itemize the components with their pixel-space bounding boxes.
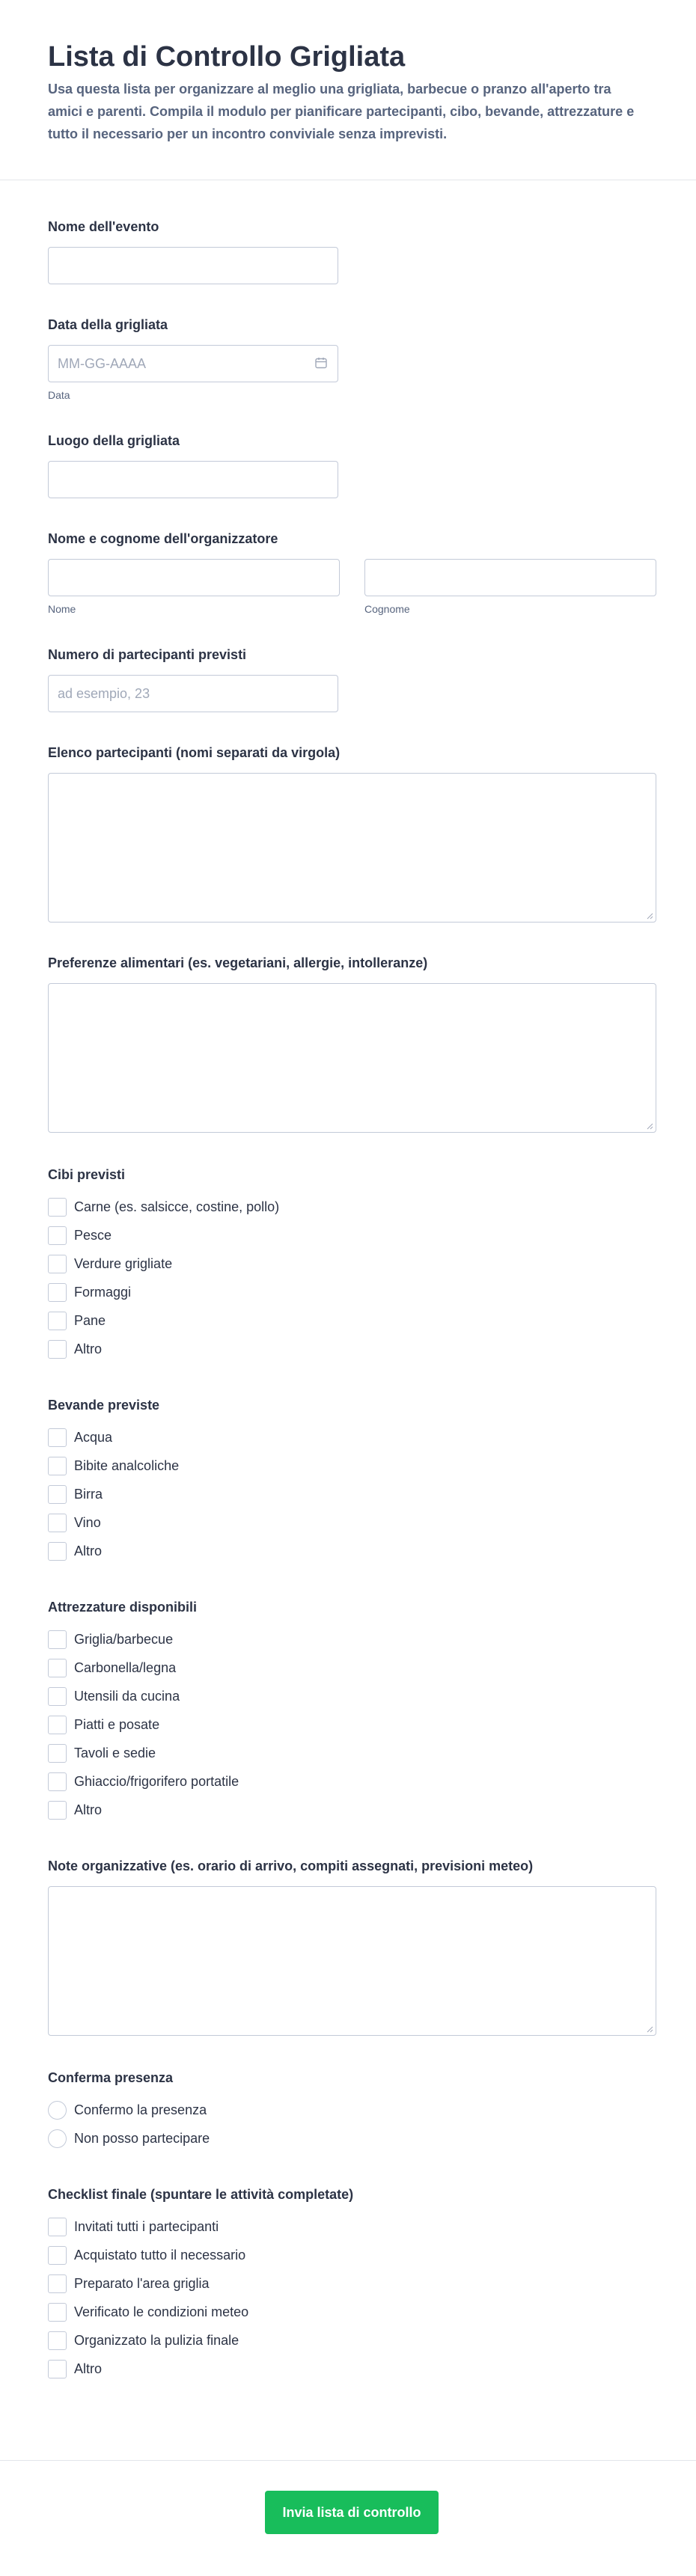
option-label: Carne (es. salsicce, costine, pollo) bbox=[74, 1199, 280, 1214]
final-checklist-options bbox=[48, 2212, 648, 2383]
first-name-sublabel: Nome bbox=[48, 603, 76, 615]
checkbox-option[interactable] bbox=[48, 1221, 648, 1249]
checkbox[interactable] bbox=[48, 1457, 67, 1475]
option-label: Vino bbox=[74, 1514, 101, 1530]
first-name-input[interactable] bbox=[48, 559, 340, 596]
option-label: Pesce bbox=[74, 1227, 112, 1243]
radio-button[interactable] bbox=[48, 2129, 67, 2148]
date-sublabel: Data bbox=[48, 389, 70, 401]
question-notes bbox=[48, 1857, 648, 2036]
checkbox[interactable] bbox=[48, 2360, 67, 2378]
question-final-checklist bbox=[48, 2185, 648, 2383]
checkbox-option[interactable] bbox=[48, 1796, 648, 1824]
checkbox-option[interactable] bbox=[48, 1480, 648, 1508]
form-header bbox=[0, 0, 696, 180]
option-label: Ghiaccio/frigorifero portatile bbox=[74, 1773, 239, 1789]
checkbox-option[interactable] bbox=[48, 1451, 648, 1480]
attendance-options bbox=[48, 2096, 648, 2153]
checkbox-option[interactable] bbox=[48, 1767, 648, 1796]
option-label: Tavoli e sedie bbox=[74, 1745, 156, 1760]
checkbox[interactable] bbox=[48, 2246, 67, 2265]
option-label: Altro bbox=[74, 1341, 103, 1356]
checkbox-option[interactable] bbox=[48, 1423, 648, 1451]
dietary-label: Preferenze alimentari (es. vegetariani, allergie, intolleranze) bbox=[48, 955, 428, 970]
event-name-label: Nome dell'evento bbox=[48, 219, 159, 234]
location-input[interactable] bbox=[48, 461, 338, 498]
checkbox[interactable] bbox=[48, 1514, 67, 1532]
checkbox-option[interactable] bbox=[48, 1278, 648, 1306]
checkbox[interactable] bbox=[48, 1716, 67, 1734]
checkbox[interactable] bbox=[48, 1772, 67, 1791]
question-participants-count bbox=[48, 646, 648, 712]
option-label: Utensili da cucina bbox=[74, 1688, 180, 1704]
checkbox[interactable] bbox=[48, 2303, 67, 2322]
checkbox-option[interactable] bbox=[48, 1710, 648, 1739]
option-label: Verificato le condizioni meteo bbox=[74, 2304, 249, 2319]
page-subtitle: Usa questa lista per organizzare al meglio una grigliata, barbecue o pranzo all'aperto tra amici e parenti. Compila il modulo per pianificare partecipanti, cibo, bevande, attrezzature e tutto il necessario per un incontro conviviale senza imprevisti. bbox=[48, 82, 635, 141]
checkbox[interactable] bbox=[48, 1255, 67, 1273]
checkbox[interactable] bbox=[48, 1659, 67, 1677]
checkbox[interactable] bbox=[48, 2274, 67, 2293]
checkbox[interactable] bbox=[48, 1801, 67, 1820]
last-name-group bbox=[364, 559, 656, 615]
checkbox[interactable] bbox=[48, 1312, 67, 1330]
question-food bbox=[48, 1166, 648, 1363]
checkbox[interactable] bbox=[48, 1428, 67, 1447]
page-title: Lista di Controllo Grigliata bbox=[48, 41, 406, 73]
question-date bbox=[48, 316, 648, 401]
participants-list-label: Elenco partecipanti (nomi separati da virgola) bbox=[48, 745, 341, 760]
option-label: Altro bbox=[74, 1802, 103, 1817]
notes-textarea[interactable] bbox=[48, 1886, 656, 2036]
participants-list-textarea[interactable] bbox=[48, 773, 656, 923]
last-name-sublabel: Cognome bbox=[364, 603, 410, 615]
organizer-label: Nome e cognome dell'organizzatore bbox=[48, 531, 278, 546]
checkbox-option[interactable] bbox=[48, 1193, 648, 1221]
attendance-label: Conferma presenza bbox=[48, 2070, 174, 2085]
participants-count-input[interactable] bbox=[48, 675, 338, 712]
radio-button[interactable] bbox=[48, 2101, 67, 2120]
checkbox[interactable] bbox=[48, 1198, 67, 1217]
option-label: Verdure grigliate bbox=[74, 1255, 173, 1271]
option-label: Organizzato la pulizia finale bbox=[74, 2332, 239, 2348]
radio-option[interactable] bbox=[48, 2124, 648, 2153]
question-drinks bbox=[48, 1396, 648, 1565]
equipment-options bbox=[48, 1625, 648, 1824]
option-label: Bibite analcoliche bbox=[74, 1457, 180, 1473]
checkbox-option[interactable] bbox=[48, 1508, 648, 1537]
option-label: Altro bbox=[74, 1543, 103, 1558]
option-label: Birra bbox=[74, 1486, 103, 1502]
calendar-icon[interactable] bbox=[314, 356, 328, 370]
checkbox[interactable] bbox=[48, 1744, 67, 1763]
location-label: Luogo della grigliata bbox=[48, 433, 180, 448]
first-name-group bbox=[48, 559, 340, 615]
dietary-textarea[interactable] bbox=[48, 983, 656, 1133]
organizer-fields bbox=[48, 559, 648, 615]
option-label: Formaggi bbox=[74, 1284, 132, 1300]
food-options bbox=[48, 1193, 648, 1363]
checkbox-option[interactable] bbox=[48, 1682, 648, 1710]
question-participants-list bbox=[48, 744, 648, 923]
checkbox-option[interactable] bbox=[48, 2269, 648, 2298]
checkbox[interactable] bbox=[48, 1283, 67, 1302]
equipment-label: Attrezzature disponibili bbox=[48, 1600, 198, 1615]
resize-grip-icon[interactable] bbox=[646, 1122, 653, 1130]
checkbox[interactable] bbox=[48, 1687, 67, 1706]
checkbox-option[interactable] bbox=[48, 1249, 648, 1278]
checkbox-option[interactable] bbox=[48, 2241, 648, 2269]
option-label: Acquistato tutto il necessario bbox=[74, 2247, 246, 2263]
checkbox[interactable] bbox=[48, 1542, 67, 1561]
question-organizer bbox=[48, 530, 648, 615]
option-label: Confermo la presenza bbox=[74, 2102, 207, 2117]
checkbox-option[interactable] bbox=[48, 1537, 648, 1565]
drinks-options bbox=[48, 1423, 648, 1565]
question-equipment bbox=[48, 1598, 648, 1824]
resize-grip-icon[interactable] bbox=[646, 2025, 653, 2033]
drinks-label: Bevande previste bbox=[48, 1398, 160, 1413]
question-location bbox=[48, 432, 648, 498]
date-label: Data della grigliata bbox=[48, 317, 168, 332]
checkbox[interactable] bbox=[48, 1630, 67, 1649]
question-dietary bbox=[48, 954, 648, 1133]
checkbox[interactable] bbox=[48, 1485, 67, 1504]
form-body bbox=[0, 218, 696, 2383]
option-label: Carbonella/legna bbox=[74, 1659, 177, 1675]
question-event-name bbox=[48, 218, 648, 284]
checkbox-option[interactable] bbox=[48, 1306, 648, 1335]
radio-option[interactable] bbox=[48, 2096, 648, 2124]
checkbox-option[interactable] bbox=[48, 1653, 648, 1682]
option-label: Pane bbox=[74, 1312, 106, 1328]
option-label: Invitati tutti i partecipanti bbox=[74, 2218, 219, 2234]
final-checklist-label: Checklist finale (spuntare le attività completate) bbox=[48, 2187, 354, 2202]
checkbox[interactable] bbox=[48, 1226, 67, 1245]
checkbox-option[interactable] bbox=[48, 2212, 648, 2241]
checkbox[interactable] bbox=[48, 2331, 67, 2350]
checkbox[interactable] bbox=[48, 2218, 67, 2236]
option-label: Acqua bbox=[74, 1429, 113, 1445]
resize-grip-icon[interactable] bbox=[646, 912, 653, 920]
form-footer bbox=[0, 2460, 696, 2576]
option-label: Non posso partecipare bbox=[74, 2130, 210, 2146]
option-label: Piatti e posate bbox=[74, 1716, 160, 1732]
checkbox-option[interactable] bbox=[48, 2326, 648, 2355]
checkbox[interactable] bbox=[48, 1340, 67, 1359]
option-label: Preparato l'area griglia bbox=[74, 2275, 210, 2291]
event-name-input[interactable] bbox=[48, 247, 338, 284]
date-field-wrap bbox=[48, 345, 338, 382]
checkbox-option[interactable] bbox=[48, 1625, 648, 1653]
date-input[interactable] bbox=[48, 345, 338, 382]
option-label: Griglia/barbecue bbox=[74, 1631, 174, 1647]
checkbox-option[interactable] bbox=[48, 2298, 648, 2326]
question-attendance bbox=[48, 2069, 648, 2153]
option-label: Altro bbox=[74, 2361, 103, 2376]
submit-button[interactable]: Invia lista di controllo bbox=[265, 2491, 439, 2534]
checkbox-option[interactable] bbox=[48, 2355, 648, 2383]
last-name-input[interactable] bbox=[364, 559, 656, 596]
participants-count-label: Numero di partecipanti previsti bbox=[48, 647, 247, 662]
notes-label: Note organizzative (es. orario di arrivo, compiti assegnati, previsioni meteo) bbox=[48, 1858, 534, 1873]
checkbox-option[interactable] bbox=[48, 1335, 648, 1363]
checkbox-option[interactable] bbox=[48, 1739, 648, 1767]
food-label: Cibi previsti bbox=[48, 1167, 126, 1182]
